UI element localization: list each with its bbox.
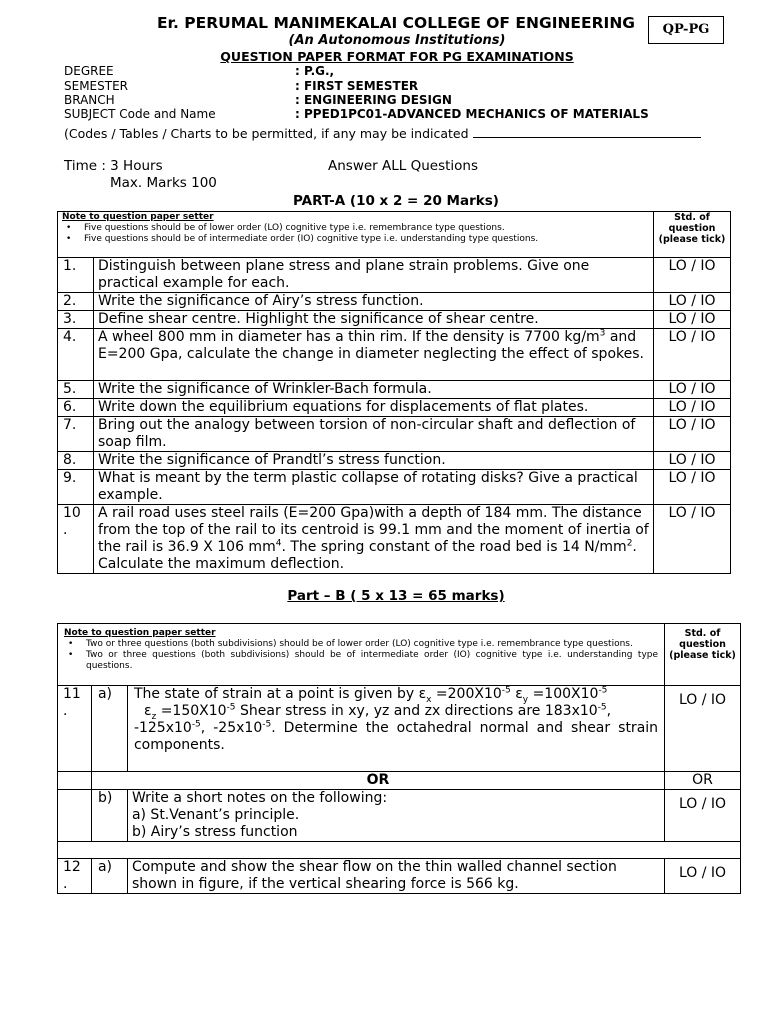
exam-time: Time : 3 Hours: [64, 158, 163, 174]
subdivision-label: a): [91, 859, 127, 894]
question-text: Write down the equilibrium equations for displacements of flat plates.: [93, 399, 653, 417]
part-b-title: Part – B ( 5 x 13 = 65 marks): [287, 588, 505, 604]
part-b-note-2: • Two or three questions (both subdivisions) should be of intermediate order (IO) cognitive type i.e. understanding type questions.: [64, 650, 658, 672]
question-text: Bring out the analogy between torsion of non-circular shaft and deflection of soap film.: [93, 417, 653, 452]
question-number: 6.: [58, 399, 94, 417]
branch-value: : ENGINEERING DESIGN: [295, 93, 452, 107]
codes-note: (Codes / Tables / Charts to be permitted, if any may be indicated: [64, 125, 701, 141]
part-a-note-title: Note to question paper setter: [62, 212, 214, 222]
college-name: Er. PERUMAL MANIMEKALAI COLLEGE OF ENGINEERING: [156, 14, 636, 32]
question-number: 11 .: [58, 686, 92, 772]
spacer-row: [58, 842, 741, 859]
table-row: [58, 417, 731, 452]
or-separator: OR: [91, 772, 664, 790]
table-row: [58, 470, 731, 505]
branch-label: BRANCH: [64, 93, 115, 107]
question-text: What is meant by the term plastic collapse of rotating disks? Give a practical example.: [93, 470, 653, 505]
lo-io-cell: LO / IO: [654, 311, 731, 329]
table-row: [58, 329, 731, 381]
question-number: 9.: [58, 470, 94, 505]
question-number: 4.: [58, 329, 94, 381]
part-b-table: [57, 623, 741, 894]
lo-io-cell: LO / IO: [654, 381, 731, 399]
question-number: 3.: [58, 311, 94, 329]
part-b-note-1: • Two or three questions (both subdivisions) should be of lower order (LO) cognitive type i.e. remembrance type questions.: [64, 639, 658, 650]
or-row: [58, 772, 741, 790]
question-number: 5.: [58, 381, 94, 399]
question-text: The state of strain at a point is given by $\varepsilon_x =200X10^{-5}$ $\varepsilon_y =100X10^{-5}$ $\varepsilon_z =150X10^{-5}$ Shear stress in xy, yz and zx directions are $183x10^{-5}$, $-125x10^{-5}$, $-25x10^{-5}$. Determine the octahedral normal and shear strain components.: [127, 686, 664, 772]
question-text: Write the significance of Airy’s stress function.: [93, 293, 653, 311]
table-row: [58, 311, 731, 329]
lo-io-cell: LO / IO: [654, 258, 731, 293]
codes-blank-line: [473, 125, 701, 138]
question-text: Write the significance of Prandtl’s stress function.: [93, 452, 653, 470]
part-a-table: [57, 211, 731, 574]
part-a-note-1: • Five questions should be of lower order (LO) cognitive type i.e. remembrance type questions.: [62, 223, 649, 234]
table-row: [58, 399, 731, 417]
table-row: [58, 859, 741, 894]
table-row: [58, 293, 731, 311]
question-text: Write a short notes on the following: a) St.Venant’s principle. b) Airy’s stress function: [127, 790, 664, 842]
question-number: 1.: [58, 258, 94, 293]
lo-io-cell: LO / IO: [665, 859, 741, 894]
question-number: 10 .: [58, 505, 94, 574]
lo-io-cell: LO / IO: [654, 505, 731, 574]
part-b-note-title: Note to question paper setter: [64, 628, 216, 638]
part-b-std-header: Std. of question (please tick): [665, 624, 741, 686]
part-a-note: [58, 212, 654, 258]
empty-cell: [58, 790, 92, 842]
degree-label: DEGREE: [64, 64, 114, 78]
question-number: 2.: [58, 293, 94, 311]
degree-value: : P.G.,: [295, 64, 335, 78]
lo-io-cell: LO / IO: [654, 399, 731, 417]
question-text: Write the significance of Wrinkler-Bach formula.: [93, 381, 653, 399]
spacer-cell: [58, 842, 741, 859]
table-row: [58, 258, 731, 293]
question-number: 7.: [58, 417, 94, 452]
lo-io-cell: LO / IO: [665, 686, 741, 772]
table-row: [58, 505, 731, 574]
empty-cell: [58, 772, 92, 790]
question-text: Distinguish between plane stress and plane strain problems. Give one practical example for each.: [93, 258, 653, 293]
lo-io-cell: LO / IO: [654, 470, 731, 505]
subject-value: : PPED1PC01-ADVANCED MECHANICS OF MATERIALS: [295, 107, 649, 121]
subject-label: SUBJECT Code and Name: [64, 107, 216, 121]
lo-io-cell: LO / IO: [654, 452, 731, 470]
subdivision-label: a): [91, 686, 127, 772]
question-text: Compute and show the shear flow on the thin walled channel section shown in figure, if the vertical shearing force is 566 kg.: [127, 859, 664, 894]
part-a-title: PART-A (10 x 2 = 20 Marks): [293, 193, 499, 209]
question-number: 8.: [58, 452, 94, 470]
question-number: 12 .: [58, 859, 92, 894]
lo-io-cell: LO / IO: [665, 790, 741, 842]
subdivision-label: b): [91, 790, 127, 842]
max-marks: Max. Marks 100: [110, 175, 217, 191]
table-row: [58, 790, 741, 842]
autonomous-subtitle: (An Autonomous Institutions): [288, 33, 506, 48]
question-text: Define shear centre. Highlight the significance of shear centre.: [93, 311, 653, 329]
semester-label: SEMESTER: [64, 79, 129, 93]
format-title: QUESTION PAPER FORMAT FOR PG EXAMINATIONS: [220, 49, 574, 64]
table-row: [58, 686, 741, 772]
lo-io-cell: LO / IO: [654, 329, 731, 381]
table-row: [58, 381, 731, 399]
part-a-note-2: • Five questions should be of intermediate order (IO) cognitive type i.e. understanding type questions.: [62, 234, 649, 245]
answer-instruction: Answer ALL Questions: [328, 158, 478, 174]
question-text: A wheel 800 mm in diameter has a thin rim. If the density is 7700 $kg/m^3$ and E=200 Gpa, calculate the change in diameter neglecting the effect of spokes.: [93, 329, 653, 381]
semester-value: : FIRST SEMESTER: [295, 79, 419, 93]
or-separator-std: OR: [665, 772, 741, 790]
lo-io-cell: LO / IO: [654, 417, 731, 452]
lo-io-cell: LO / IO: [654, 293, 731, 311]
part-a-std-header: Std. of question (please tick): [654, 212, 731, 258]
qp-code-box: QP-PG: [648, 16, 724, 44]
table-row: [58, 452, 731, 470]
part-b-note: [58, 624, 665, 686]
question-text: A rail road uses steel rails (E=200 Gpa)with a depth of 184 mm. The distance from the top of the rail to its centroid is 99.1 mm and the moment of inertia of the rail is 36.9 X 106 $mm^4$. The spring constant of the road bed is 14 $N/mm^2$. Calculate the maximum deflection.: [93, 505, 653, 574]
